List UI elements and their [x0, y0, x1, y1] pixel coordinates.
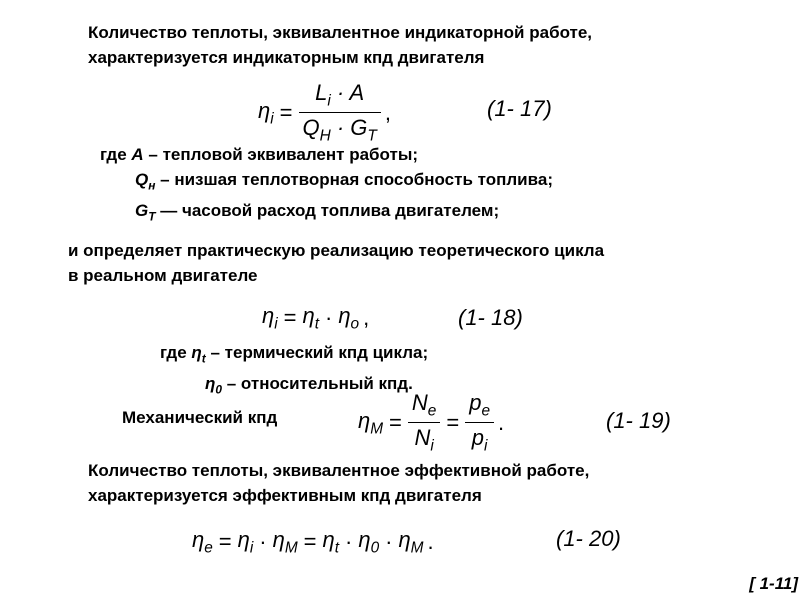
equals-sign: = [446, 409, 460, 435]
eta-m-symbol: $\eta_M$ [272, 527, 298, 557]
fraction [299, 80, 381, 146]
eta-i-symbol: $\eta_i$ [262, 303, 278, 333]
mechanical-efficiency-label: Механический кпд [122, 408, 278, 427]
equals-sign: = [303, 529, 317, 555]
denominator: $p_i$ [471, 425, 488, 455]
equation-1-18 [262, 303, 369, 333]
period: . [427, 529, 434, 555]
equation-number-1-18: (1- 18) [458, 305, 523, 330]
period: . [498, 409, 505, 435]
definition-eta-0: $\eta_0$ – относительный кпд. [205, 374, 413, 397]
equation-number-1-19: (1- 19) [606, 408, 671, 433]
eta-m-symbol: $\eta_M$ [398, 527, 424, 557]
definition-eta-t: где $\eta_t$ – термический кпд цикла; [160, 343, 429, 366]
eta-i-symbol: $\eta_i$ [237, 527, 254, 557]
equation-1-17 [258, 80, 391, 146]
equals-sign: = [389, 409, 402, 435]
dot-operator: · [345, 529, 353, 555]
definition-q: $Q_н$ – низшая теплотворная способность топлива; [135, 170, 553, 193]
dot-operator: · [259, 529, 267, 555]
dot-operator: · [325, 305, 333, 331]
paragraph-line: характеризуется индикаторным кпд двигателя [88, 48, 485, 67]
comma: , [384, 99, 391, 125]
numerator: $L_i \cdot A$ [299, 80, 381, 113]
fraction-ne-ni [408, 390, 440, 456]
eta-e-symbol: $\eta_e$ [192, 527, 213, 557]
equation-1-20 [192, 527, 434, 557]
equals-sign: = [279, 99, 293, 125]
equation-number-1-17: (1- 17) [487, 96, 552, 121]
numerator: $p_e$ [465, 390, 494, 423]
equation-1-19 [358, 390, 504, 456]
eta-t-symbol: $\eta_t$ [322, 527, 340, 557]
definition-g: $G_T$ — часовой расход топлива двигателем; [135, 201, 500, 224]
eta-t-symbol: $\eta_t$ [302, 303, 319, 333]
numerator: $N_e$ [408, 390, 440, 423]
definitions-1-17 [100, 142, 553, 230]
slide-reference: [ 1-11] [749, 574, 798, 593]
comma: , [363, 305, 370, 331]
eta-0-symbol: $\eta_0$ [358, 527, 380, 557]
paragraph-practical-realization [68, 238, 604, 288]
eta-o-symbol: $\eta_o$ [338, 303, 360, 333]
paragraph-line: характеризуется эффективным кпд двигателя [88, 486, 482, 505]
equals-sign: = [218, 529, 232, 555]
paragraph-line: Количество теплоты, эквивалентное эффективной работе, [88, 461, 590, 480]
definition-a: где A – тепловой эквивалент работы; [100, 145, 419, 164]
paragraph-indicator-intro [88, 20, 592, 70]
equation-number-1-20: (1- 20) [556, 526, 621, 551]
paragraph-line: в реальном двигателе [68, 266, 258, 285]
paragraph-line: и определяет практическую реализацию теоретического цикла [68, 241, 605, 260]
denominator: $N_i$ [414, 425, 434, 455]
fraction-pe-pi [465, 390, 494, 456]
paragraph-effective-intro [88, 458, 589, 508]
eta-m-symbol: $\eta_M$ [358, 407, 384, 438]
denominator: $Q_H \cdot G_T$ [302, 115, 377, 145]
equals-sign: = [283, 305, 297, 331]
eta-i-symbol: $\eta_i$ [258, 97, 274, 128]
paragraph-line: Количество теплоты, эквивалентное индикаторной работе, [88, 23, 593, 42]
dot-operator: · [385, 529, 393, 555]
